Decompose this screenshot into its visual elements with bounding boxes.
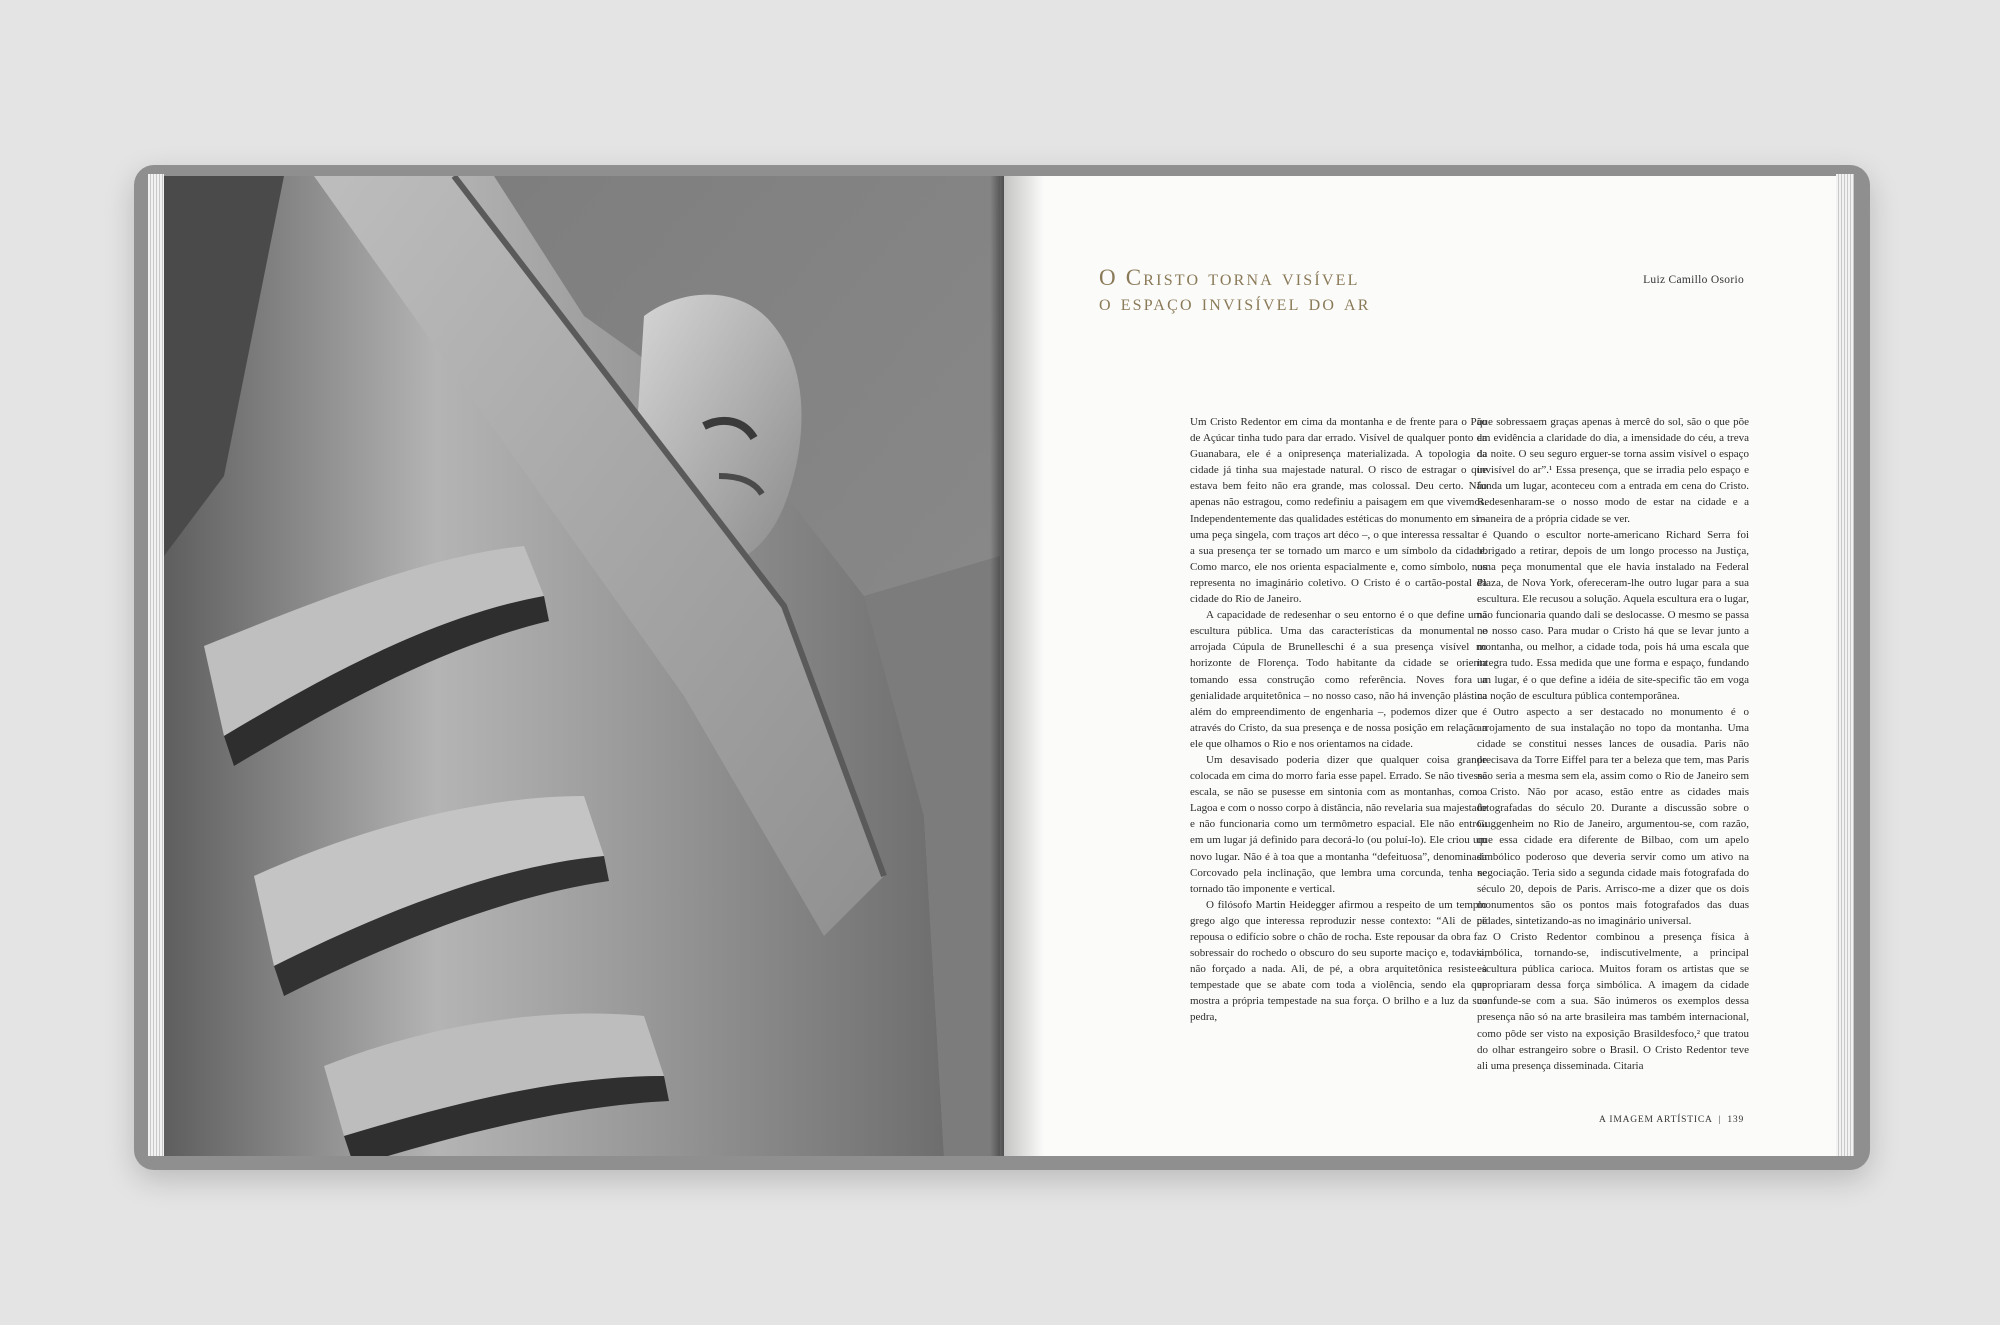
paragraph: A capacidade de redesenhar o seu entorno é o que define uma escultura pública. Uma das características da monumental e arrojada Cúpula de Brunelleschi é a sua presença visível no horizonte de Florença. Todo habitante da cidade se orienta tomando essa construção como referência. Noves fora a genialidade arquitetônica – no nosso caso, não há invenção plástica além do empreendimento de engenharia –, podemos dizer que é através do Cristo, da sua presença e de nossa posição em relação a ele que olhamos o Rio e nos orientamos na cidade. bbox=[1190, 609, 1487, 750]
chapter-title-line-1: O Cristo torna visível bbox=[1099, 265, 1360, 290]
footer-separator: | bbox=[1718, 1115, 1722, 1125]
author-name: Luiz Camillo Osorio bbox=[1643, 274, 1744, 286]
page-edges-left bbox=[148, 174, 164, 1156]
page-edges-right bbox=[1836, 174, 1854, 1156]
chapter-title-line-2: o espaço invisível do ar bbox=[1099, 290, 1371, 315]
footer-section-title: A IMAGEM ARTÍSTICA bbox=[1599, 1115, 1713, 1125]
right-page bbox=[1004, 176, 1836, 1156]
christ-redeemer-statue-photo bbox=[164, 176, 1000, 1156]
paragraph: Um Cristo Redentor em cima da montanha e de frente para o Pão de Açúcar tinha tudo para dar errado. Visível de qualquer ponto da Guanabara, ele é a onipresença materializada. A topologia da cidade já tinha sua majestade natural. O risco de estragar o que estava bem feito não era grande, mas colossal. Deu certo. Não apenas não estragou, como redefiniu a paisagem em que vivemos. Independentemente das qualidades estéticas do monumento em si – uma peça singela, com traços art déco –, o que interessa ressaltar é a sua presença ter se tornado um marco e um símbolo da cidade. Como marco, ele nos orienta espacialmente e, como símbolo, nos representa no imaginário coletivo. O Cristo é o cartão-postal da cidade do Rio de Janeiro. bbox=[1190, 416, 1487, 606]
gutter-shadow bbox=[990, 176, 1004, 1156]
left-page-photo bbox=[164, 176, 1000, 1156]
paragraph: Quando o escultor norte-americano Richard Serra foi obrigado a retirar, depois de um longo processo na Justiça, uma peça monumental que ele havia instalado na Federal Plaza, de Nova York, ofereceram-lhe outro lugar para a sua escultura. Ele recusou a solução. Aquela escultura era o lugar, não funcionaria quando dali se deslocasse. O mesmo se passa no nosso caso. Para mudar o Cristo há que se levar junto a montanha, ou melhor, a cidade toda, pois há uma escala que integra tudo. Essa medida que une forma e espaço, fundando um lugar, é o que define a idéia de site-specific tão em voga na noção de escultura pública contemporânea. bbox=[1477, 528, 1750, 702]
paragraph: O filósofo Martin Heidegger afirmou a respeito de um templo grego algo que interessa reproduzir nesse contexto: “Ali de pé repousa o edifício sobre o chão de rocha. Este repousar da obra faz sobressair do rochedo o obscuro do seu suporte maciço e, todavia, não forçado a nada. Ali, de pé, a obra arquitetônica resiste à tempestade que se abate com toda a violência, sendo ela que mostra a própria tempestade na sua força. O brilho e a luz da sua pedra, bbox=[1190, 898, 1487, 1024]
paragraph: que sobressaem graças apenas à mercê do sol, são o que põe em evidência a claridade do dia, a imensidade do céu, a treva da noite. O seu seguro erguer-se torna assim visível o espaço invisível do ar”.¹ Essa presença, que se irradia pelo espaço e funda um lugar, aconteceu com a entrada em cena do Cristo. Redesenharam-se o nosso modo de estar na cidade e a maneira de a própria cidade se ver. bbox=[1477, 416, 1749, 525]
chapter-title bbox=[1099, 265, 1371, 315]
page-number: 139 bbox=[1727, 1115, 1744, 1125]
paragraph: Um desavisado poderia dizer que qualquer coisa grande colocada em cima do morro faria esse papel. Errado. Se não tivesse escala, se não se pusesse em sintonia com as montanhas, com a Lagoa e com o nosso corpo à distância, não revelaria sua majestade e não funcionaria como um termômetro espacial. Ele não entrou em um lugar já definido para decorá-lo (ou poluí-lo). Ele criou um novo lugar. Não é à toa que a montanha “defeituosa”, denominada Corcovado pela inclinação, que lembra uma corcunda, tenha se tornado tão imponente e vertical. bbox=[1190, 753, 1487, 895]
gutter-shade bbox=[1004, 176, 1044, 1156]
running-footer bbox=[1599, 1115, 1744, 1125]
text-column-right bbox=[1477, 414, 1749, 1074]
paragraph: O Cristo Redentor combinou a presença física à simbólica, tornando-se, indiscutivelmente, a principal escultura pública carioca. Muitos foram os artistas que se apropriaram dessa força simbólica. A imagem da cidade confunde-se com a sua. São inúmeros os exemplos dessa presença não só na arte brasileira mas também internacional, como pôde ser visto na exposição Brasildesfoco,² que tratou do olhar estrangeiro sobre o Brasil. O Cristo Redentor teve ali uma presença disseminada. Citaria bbox=[1477, 931, 1749, 1072]
text-column-left bbox=[1190, 414, 1487, 1026]
paragraph: Outro aspecto a ser destacado no monumento é o arrojamento de sua instalação no topo da montanha. Uma cidade se constitui nesses lances de ousadia. Paris não precisava da Torre Eiffel para ter a beleza que tem, mas Paris não seria a mesma sem ela, assim como o Rio de Janeiro sem o Cristo. Não por acaso, estão entre as cidades mais fotografadas do século 20. Durante a discussão sobre o Guggenheim no Rio de Janeiro, argumentou-se, com razão, que essa cidade era diferente de Bilbao, com um apelo simbólico poderoso que deveria servir como um ativo na negociação. Teria sido a segunda cidade mais fotografada do século 20, depois de Paris. Arrisco-me a dizer que os dois monumentos são os pontos mais fotografados das duas cidades, sintetizando-as no imaginário universal. bbox=[1477, 705, 1749, 927]
